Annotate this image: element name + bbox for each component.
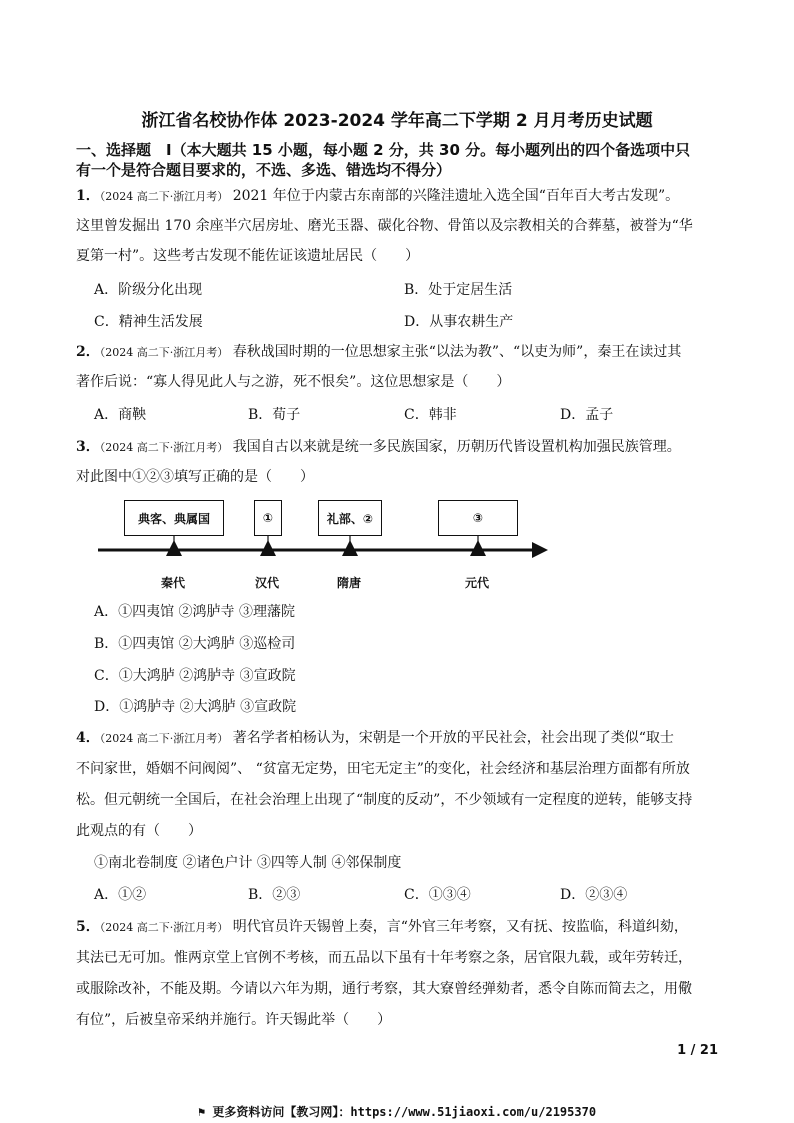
timeline-arrowhead <box>532 542 548 558</box>
timeline-label-qin: 秦代 <box>161 576 186 590</box>
question-2-line-2: 著作后说：“寡人得见此人与之游，死不恨矣”。这位思想家是（ ） <box>76 374 511 390</box>
question-4-source: （2024 高二下·浙江月考） <box>99 732 229 745</box>
question-2-option-b[interactable]: B．荀子 <box>248 407 301 423</box>
timeline-box-suitang: 礼部、② <box>318 500 382 536</box>
section-heading-line-2: 有一个是符合题目要求的，不选、多选、错选均不得分） <box>76 161 452 179</box>
question-4-number: 4． <box>76 730 100 746</box>
timeline-label-han: 汉代 <box>255 576 280 590</box>
question-3-option-a[interactable]: A．①四夷馆 ②鸿胪寺 ③理藩院 <box>94 604 296 620</box>
question-4-line-3: 松。但元朝统一全国后，在社会治理上出现了“制度的反动”，不少领域有一定程度的逆转，能够支持 <box>76 792 693 808</box>
timeline-diagram <box>92 494 562 594</box>
timeline-marker-yuan <box>470 540 486 556</box>
question-5-line-2: 其法已无可加。惟两京堂上官例不考核，而五品以下虽有十年考察之条，居官限九载，或年劳转迁， <box>76 950 692 966</box>
question-5-line-4: 有位”，后被皇帝采纳并施行。许天锡此举（ ） <box>76 1012 392 1028</box>
question-3-line-2: 对此图中①②③填写正确的是（ ） <box>76 469 314 485</box>
question-1-line-2: 这里曾发掘出 170 余座半穴居房址、磨光玉器、碳化谷物、骨笛以及宗教相关的合葬墓，被誉为“华 <box>76 218 693 234</box>
timeline-box-han: ① <box>254 500 282 536</box>
page-title: 浙江省名校协作体 2023-2024 学年高二下学期 2 月月考历史试题 <box>141 111 653 131</box>
question-4-option-b[interactable]: B．②③ <box>248 887 301 903</box>
question-2-option-c[interactable]: C．韩非 <box>404 407 457 423</box>
question-1-option-a[interactable]: A．阶级分化出现 <box>94 282 203 298</box>
timeline-label-yuan: 元代 <box>465 576 490 590</box>
question-3-option-d[interactable]: D．①鸿胪寺 ②大鸿胪 ③宣政院 <box>94 699 297 715</box>
question-1-text: 2021 年位于内蒙古东南部的兴隆洼遗址入选全国“百年百大考古发现”。 <box>232 188 680 204</box>
question-5-line-3: 或服除改补，不能及期。今请以六年为期，通行考察，其大寮曾经弹劾者，悉令自陈而简去之，用儆 <box>76 981 692 997</box>
question-2-text: 春秋战国时期的一位思想家主张“以法为教”、“以吏为师”，秦王在读过其 <box>232 344 682 360</box>
timeline-label-suitang: 隋唐 <box>337 576 362 590</box>
footer-text: 更多资料访问【教习网】：https://www.51jiaoxi.com/u/2195370 <box>212 1105 597 1119</box>
question-5-number: 5． <box>76 919 100 935</box>
question-1-source: （2024 高二下·浙江月考） <box>99 190 229 203</box>
question-1-line-3: 夏第一村”。这些考古发现不能佐证该遗址居民（ ） <box>76 248 420 264</box>
section-heading <box>76 140 726 180</box>
flag-icon: ⚑ <box>197 1105 213 1119</box>
question-3-option-c[interactable]: C．①大鸿胪 ②鸿胪寺 ③宣政院 <box>94 668 296 684</box>
timeline-marker-han <box>260 540 276 556</box>
timeline-box-yuan: ③ <box>438 500 518 536</box>
question-4-line-4: 此观点的有（ ） <box>76 823 202 839</box>
question-2-number: 2． <box>76 344 100 360</box>
footer-link[interactable] <box>0 1103 794 1120</box>
question-5-source: （2024 高二下·浙江月考） <box>99 921 229 934</box>
question-3-line-1 <box>76 437 726 458</box>
timeline-marker-qin <box>166 540 182 556</box>
question-1-option-c[interactable]: C．精神生活发展 <box>94 314 203 330</box>
question-1-option-b[interactable]: B．处于定居生活 <box>404 282 513 298</box>
question-2-line-1 <box>76 342 726 363</box>
timeline-marker-suitang <box>342 540 358 556</box>
question-5-text: 明代官员许天锡曾上奏，言“外官三年考察，又有抚、按监临，科道纠劾， <box>232 919 688 935</box>
question-1-option-d[interactable]: D．从事农耕生产 <box>404 314 514 330</box>
question-4-line-1 <box>76 728 726 749</box>
question-4-line-2: 不问家世，婚姻不问阀阅”、 “贫富无定势，田宅无定主”的变化，社会经济和基层治理方面都有所放 <box>76 761 690 777</box>
section-heading-line-1: 一、选择题 Ⅰ（本大题共 15 小题，每小题 2 分，共 30 分。每小题列出的四个备选项中只 <box>76 141 691 159</box>
question-4-option-a[interactable]: A．①② <box>94 887 147 903</box>
question-2-option-a[interactable]: A．商鞅 <box>94 407 147 423</box>
question-2-option-d[interactable]: D．孟子 <box>560 407 614 423</box>
question-1-number: 1． <box>76 188 100 204</box>
question-4-option-c[interactable]: C．①③④ <box>404 887 471 903</box>
question-4-option-d[interactable]: D．②③④ <box>560 887 628 903</box>
question-5-line-1 <box>76 917 726 938</box>
question-4-text: 著名学者柏杨认为，宋朝是一个开放的平民社会，社会出现了类似“取士 <box>232 730 674 746</box>
question-4-items: ①南北卷制度 ②诸色户计 ③四等人制 ④邻保制度 <box>94 855 402 871</box>
question-1-line-1 <box>76 186 726 207</box>
question-3-source: （2024 高二下·浙江月考） <box>99 441 229 454</box>
timeline-box-qin: 典客、典属国 <box>124 500 224 536</box>
question-3-text: 我国自古以来就是统一多民族国家，历朝历代皆设置机构加强民族管理。 <box>232 439 681 455</box>
question-3-number: 3． <box>76 439 100 455</box>
question-3-option-b[interactable]: B．①四夷馆 ②大鸿胪 ③巡检司 <box>94 636 296 652</box>
page-number: 1 / 21 <box>677 1043 718 1058</box>
question-2-source: （2024 高二下·浙江月考） <box>99 346 229 359</box>
